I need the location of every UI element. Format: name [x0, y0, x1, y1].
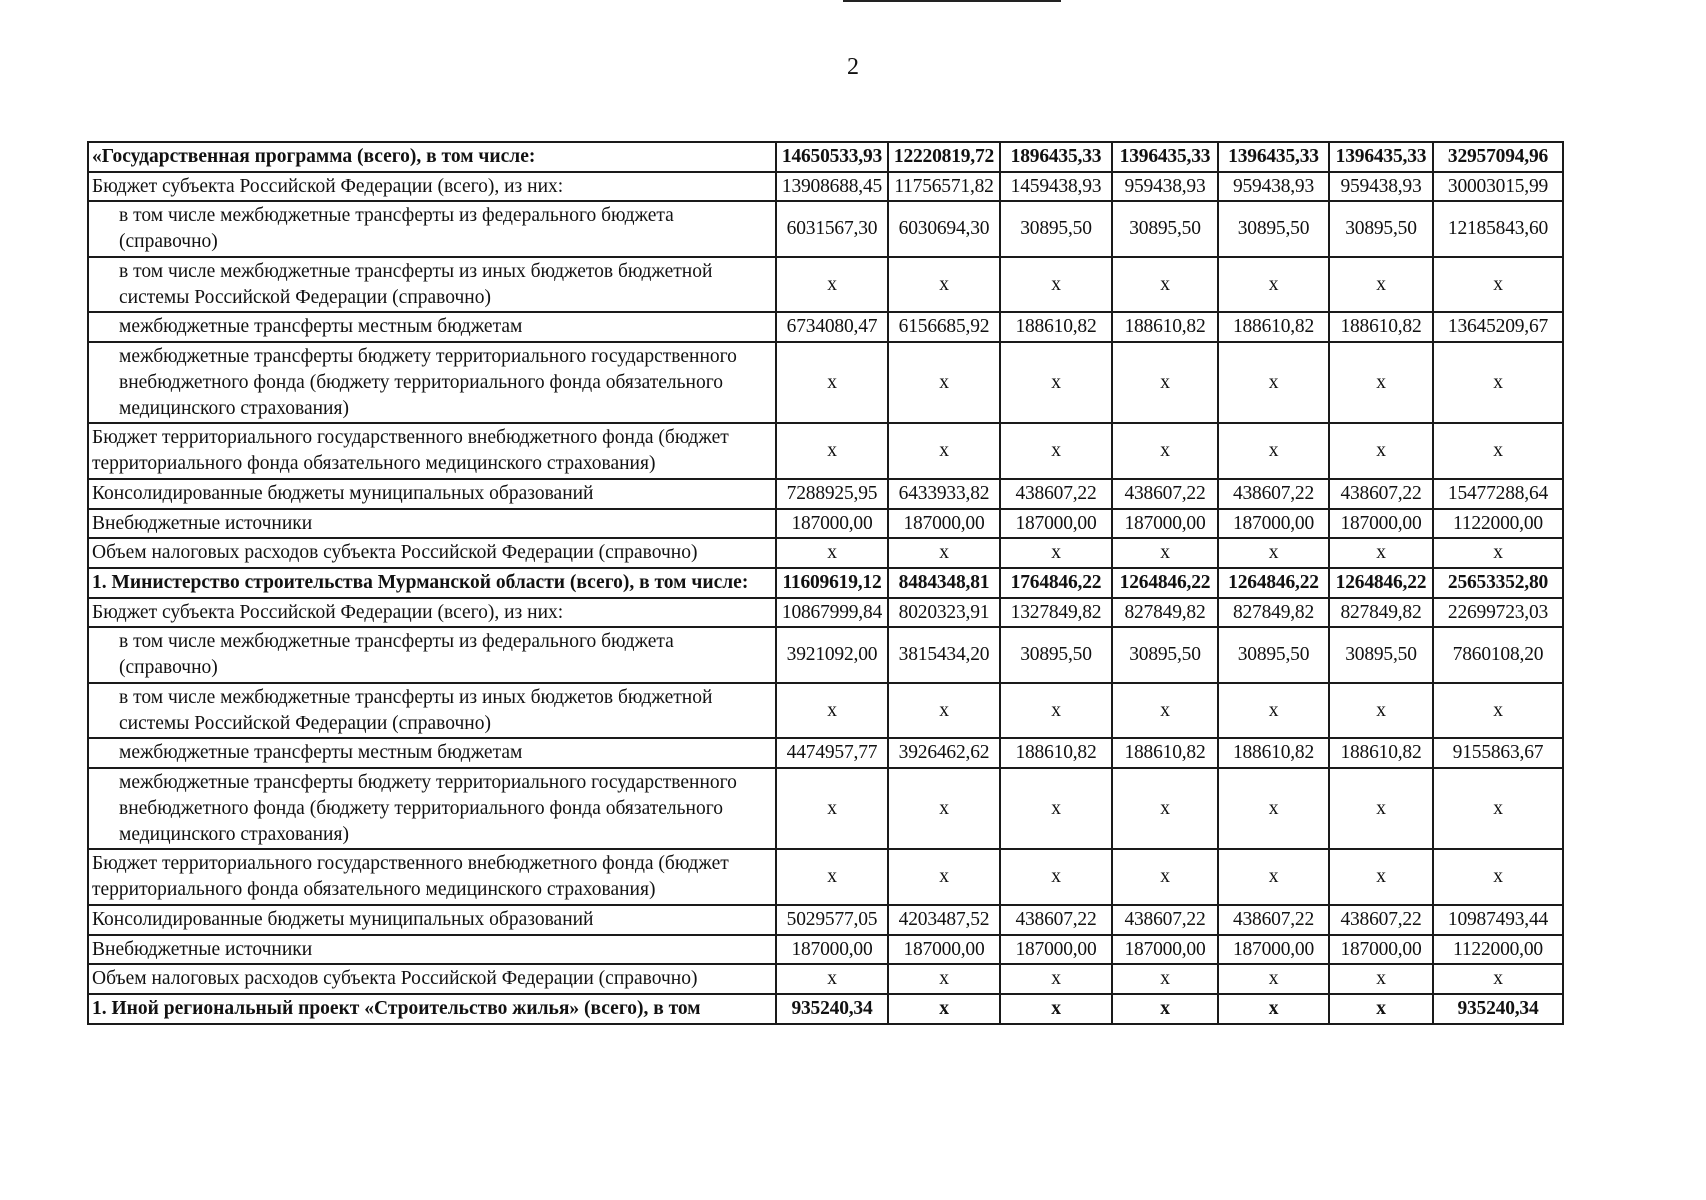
value-cell: x [888, 994, 1000, 1024]
value-cell: 1327849,82 [1000, 598, 1112, 628]
value-cell: 187000,00 [776, 935, 888, 965]
row-label: Объем налоговых расходов субъекта Российской Федерации (справочно) [88, 538, 776, 568]
value-cell: 6433933,82 [888, 479, 1000, 509]
value-cell: x [1433, 964, 1563, 994]
value-cell: x [776, 538, 888, 568]
value-cell: 187000,00 [1218, 935, 1329, 965]
row-label: 1. Министерство строительства Мурманской области (всего), в том числе: [88, 568, 776, 598]
table-row [88, 257, 1563, 312]
value-cell: x [776, 342, 888, 423]
value-cell: x [776, 849, 888, 904]
value-cell: 187000,00 [888, 509, 1000, 539]
table-row [88, 479, 1563, 509]
value-cell: x [1000, 964, 1112, 994]
value-cell: 9155863,67 [1433, 738, 1563, 768]
row-label: Бюджет субъекта Российской Федерации (всего), из них: [88, 172, 776, 202]
value-cell: x [1000, 683, 1112, 738]
table-row [88, 423, 1563, 478]
value-cell: x [888, 538, 1000, 568]
value-cell: x [1329, 423, 1433, 478]
value-cell: 187000,00 [1329, 509, 1433, 539]
value-cell: 30895,50 [1112, 627, 1218, 682]
value-cell: 3926462,62 [888, 738, 1000, 768]
value-cell: x [1112, 423, 1218, 478]
value-cell: x [1329, 994, 1433, 1024]
value-cell: x [776, 423, 888, 478]
value-cell: x [1112, 849, 1218, 904]
value-cell: x [1218, 342, 1329, 423]
value-cell: x [776, 964, 888, 994]
value-cell: x [1112, 342, 1218, 423]
value-cell: 1264846,22 [1112, 568, 1218, 598]
value-cell: 5029577,05 [776, 905, 888, 935]
value-cell: 25653352,80 [1433, 568, 1563, 598]
budget-table [87, 141, 1564, 1025]
value-cell: 6734080,47 [776, 312, 888, 342]
value-cell: 15477288,64 [1433, 479, 1563, 509]
value-cell: 438607,22 [1329, 905, 1433, 935]
value-cell: x [1433, 423, 1563, 478]
row-label: Бюджет территориального государственного внебюджетного фонда (бюджет территориального фонда обязательного медицинского страхования) [88, 849, 776, 904]
table-row [88, 964, 1563, 994]
value-cell: x [1218, 683, 1329, 738]
value-cell: 827849,82 [1218, 598, 1329, 628]
value-cell: 3921092,00 [776, 627, 888, 682]
value-cell: x [1000, 423, 1112, 478]
value-cell: x [1329, 342, 1433, 423]
value-cell: 10987493,44 [1433, 905, 1563, 935]
value-cell: x [888, 768, 1000, 849]
value-cell: x [888, 423, 1000, 478]
table-row [88, 849, 1563, 904]
value-cell: 438607,22 [1000, 479, 1112, 509]
table-row [88, 994, 1563, 1024]
value-cell: x [1000, 342, 1112, 423]
value-cell: x [1218, 538, 1329, 568]
value-cell: 438607,22 [1000, 905, 1112, 935]
value-cell: x [1329, 683, 1433, 738]
value-cell: 187000,00 [1000, 935, 1112, 965]
row-label: в том числе межбюджетные трансферты из федерального бюджета (справочно) [88, 627, 776, 682]
row-label: в том числе межбюджетные трансферты из иных бюджетов бюджетной системы Российской Федерации (справочно) [88, 683, 776, 738]
value-cell: 1264846,22 [1218, 568, 1329, 598]
value-cell: 188610,82 [1112, 312, 1218, 342]
value-cell: 188610,82 [1329, 738, 1433, 768]
value-cell: 438607,22 [1112, 479, 1218, 509]
value-cell: x [1112, 683, 1218, 738]
value-cell: x [1112, 964, 1218, 994]
value-cell: x [1329, 257, 1433, 312]
table-row [88, 509, 1563, 539]
value-cell: 7288925,95 [776, 479, 888, 509]
row-label: «Государственная программа (всего), в том числе: [88, 142, 776, 172]
value-cell: 1264846,22 [1329, 568, 1433, 598]
value-cell: x [1329, 849, 1433, 904]
value-cell: 188610,82 [1112, 738, 1218, 768]
table-row [88, 683, 1563, 738]
value-cell: 30895,50 [1112, 201, 1218, 256]
value-cell: 12185843,60 [1433, 201, 1563, 256]
value-cell: 827849,82 [1329, 598, 1433, 628]
value-cell: 188610,82 [1329, 312, 1433, 342]
budget-table-body [88, 142, 1563, 1024]
value-cell: 1459438,93 [1000, 172, 1112, 202]
row-label: межбюджетные трансферты бюджету территориального государственного внебюджетного фонда (бюджету территориального фонда обязательного медицинского страхования) [88, 342, 776, 423]
value-cell: x [1112, 994, 1218, 1024]
value-cell: 11609619,12 [776, 568, 888, 598]
value-cell: 1122000,00 [1433, 935, 1563, 965]
top-rule [843, 0, 1061, 2]
row-label: Бюджет субъекта Российской Федерации (всего), из них: [88, 598, 776, 628]
value-cell: x [888, 257, 1000, 312]
value-cell: 959438,93 [1329, 172, 1433, 202]
value-cell: 30895,50 [1329, 201, 1433, 256]
value-cell: 188610,82 [1218, 738, 1329, 768]
value-cell: 6031567,30 [776, 201, 888, 256]
value-cell: x [888, 964, 1000, 994]
row-label: межбюджетные трансферты местным бюджетам [88, 312, 776, 342]
value-cell: 30895,50 [1000, 627, 1112, 682]
row-label: межбюджетные трансферты местным бюджетам [88, 738, 776, 768]
value-cell: x [1218, 964, 1329, 994]
value-cell: 188610,82 [1218, 312, 1329, 342]
value-cell: 13908688,45 [776, 172, 888, 202]
value-cell: 8484348,81 [888, 568, 1000, 598]
value-cell: 187000,00 [1112, 509, 1218, 539]
value-cell: 1396435,33 [1329, 142, 1433, 172]
value-cell: x [1433, 683, 1563, 738]
value-cell: 935240,34 [1433, 994, 1563, 1024]
value-cell: 188610,82 [1000, 312, 1112, 342]
value-cell: x [1329, 768, 1433, 849]
value-cell: x [1433, 257, 1563, 312]
value-cell: x [1112, 768, 1218, 849]
value-cell: x [1433, 849, 1563, 904]
row-label: в том числе межбюджетные трансферты из иных бюджетов бюджетной системы Российской Федерации (справочно) [88, 257, 776, 312]
value-cell: 14650533,93 [776, 142, 888, 172]
value-cell: x [1112, 538, 1218, 568]
value-cell: 959438,93 [1112, 172, 1218, 202]
value-cell: x [888, 683, 1000, 738]
value-cell: 30003015,99 [1433, 172, 1563, 202]
value-cell: x [1218, 257, 1329, 312]
value-cell: 6030694,30 [888, 201, 1000, 256]
value-cell: x [1000, 768, 1112, 849]
value-cell: 187000,00 [1218, 509, 1329, 539]
row-label: Консолидированные бюджеты муниципальных образований [88, 905, 776, 935]
value-cell: x [1112, 257, 1218, 312]
value-cell: 30895,50 [1218, 201, 1329, 256]
value-cell: x [1218, 994, 1329, 1024]
value-cell: x [776, 257, 888, 312]
table-row [88, 142, 1563, 172]
row-label: Объем налоговых расходов субъекта Российской Федерации (справочно) [88, 964, 776, 994]
value-cell: 959438,93 [1218, 172, 1329, 202]
value-cell: 4203487,52 [888, 905, 1000, 935]
value-cell: x [1000, 994, 1112, 1024]
table-row [88, 538, 1563, 568]
table-row [88, 342, 1563, 423]
value-cell: x [1329, 538, 1433, 568]
value-cell: 827849,82 [1112, 598, 1218, 628]
value-cell: 30895,50 [1329, 627, 1433, 682]
value-cell: 4474957,77 [776, 738, 888, 768]
value-cell: 11756571,82 [888, 172, 1000, 202]
row-label: Внебюджетные источники [88, 509, 776, 539]
value-cell: x [776, 683, 888, 738]
value-cell: x [1329, 964, 1433, 994]
value-cell: 13645209,67 [1433, 312, 1563, 342]
table-row [88, 738, 1563, 768]
value-cell: 1896435,33 [1000, 142, 1112, 172]
value-cell: 12220819,72 [888, 142, 1000, 172]
value-cell: 6156685,92 [888, 312, 1000, 342]
value-cell: 1396435,33 [1112, 142, 1218, 172]
table-row [88, 312, 1563, 342]
value-cell: x [1218, 423, 1329, 478]
value-cell: 438607,22 [1112, 905, 1218, 935]
value-cell: x [1218, 768, 1329, 849]
table-row [88, 568, 1563, 598]
value-cell: 10867999,84 [776, 598, 888, 628]
row-label: Консолидированные бюджеты муниципальных образований [88, 479, 776, 509]
value-cell: 7860108,20 [1433, 627, 1563, 682]
value-cell: x [1218, 849, 1329, 904]
value-cell: 1396435,33 [1218, 142, 1329, 172]
value-cell: x [888, 342, 1000, 423]
value-cell: 8020323,91 [888, 598, 1000, 628]
table-row [88, 172, 1563, 202]
value-cell: 187000,00 [1000, 509, 1112, 539]
value-cell: x [776, 768, 888, 849]
value-cell: 3815434,20 [888, 627, 1000, 682]
value-cell: x [1000, 257, 1112, 312]
row-label: Бюджет территориального государственного внебюджетного фонда (бюджет территориального фонда обязательного медицинского страхования) [88, 423, 776, 478]
table-row [88, 935, 1563, 965]
value-cell: x [1000, 538, 1112, 568]
value-cell: x [1433, 538, 1563, 568]
value-cell: 22699723,03 [1433, 598, 1563, 628]
value-cell: 935240,34 [776, 994, 888, 1024]
table-row [88, 905, 1563, 935]
page-number: 2 [847, 54, 859, 80]
value-cell: 438607,22 [1218, 905, 1329, 935]
table-row [88, 627, 1563, 682]
value-cell: 30895,50 [1000, 201, 1112, 256]
row-label: межбюджетные трансферты бюджету территориального государственного внебюджетного фонда (бюджету территориального фонда обязательного медицинского страхования) [88, 768, 776, 849]
table-row [88, 201, 1563, 256]
row-label: 1. Иной региональный проект «Строительство жилья» (всего), в том [88, 994, 776, 1024]
table-row [88, 768, 1563, 849]
value-cell: x [888, 849, 1000, 904]
table-row [88, 598, 1563, 628]
value-cell: 188610,82 [1000, 738, 1112, 768]
value-cell: 438607,22 [1218, 479, 1329, 509]
value-cell: 1764846,22 [1000, 568, 1112, 598]
value-cell: 187000,00 [888, 935, 1000, 965]
value-cell: 1122000,00 [1433, 509, 1563, 539]
value-cell: x [1433, 768, 1563, 849]
row-label: Внебюджетные источники [88, 935, 776, 965]
value-cell: 187000,00 [1329, 935, 1433, 965]
row-label: в том числе межбюджетные трансферты из федерального бюджета (справочно) [88, 201, 776, 256]
value-cell: x [1000, 849, 1112, 904]
value-cell: 438607,22 [1329, 479, 1433, 509]
value-cell: x [1433, 342, 1563, 423]
value-cell: 187000,00 [776, 509, 888, 539]
value-cell: 32957094,96 [1433, 142, 1563, 172]
value-cell: 30895,50 [1218, 627, 1329, 682]
value-cell: 187000,00 [1112, 935, 1218, 965]
